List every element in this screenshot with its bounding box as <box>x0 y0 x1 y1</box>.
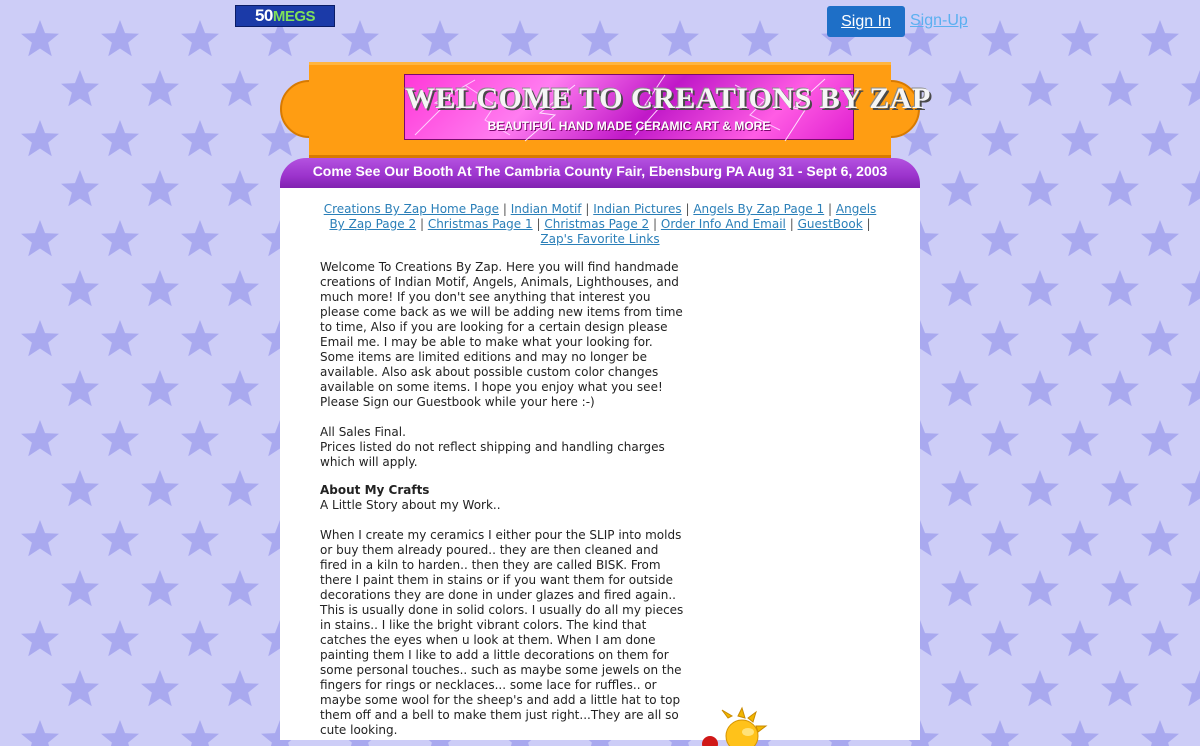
star-icon <box>101 420 139 456</box>
nav-link-indian-pictures[interactable]: Indian Pictures <box>593 202 682 216</box>
star-icon <box>1021 570 1059 606</box>
star-icon <box>1181 270 1200 306</box>
banner-subtitle: BEAUTIFUL HAND MADE CERAMIC ART & MORE <box>487 119 771 133</box>
star-icon <box>221 170 259 206</box>
star-icon <box>941 270 979 306</box>
star-icon <box>1061 620 1099 656</box>
star-icon <box>181 120 219 156</box>
star-icon <box>1101 670 1139 706</box>
star-icon <box>181 620 219 656</box>
star-icon <box>21 320 59 356</box>
star-icon <box>61 70 99 106</box>
star-icon <box>101 220 139 256</box>
star-icon <box>61 470 99 506</box>
star-icon <box>21 120 59 156</box>
star-icon <box>981 220 1019 256</box>
site-header <box>280 60 931 188</box>
star-icon <box>1101 170 1139 206</box>
star-icon <box>141 370 179 406</box>
star-icon <box>1061 320 1099 356</box>
star-icon <box>1101 570 1139 606</box>
star-icon <box>941 370 979 406</box>
star-icon <box>221 70 259 106</box>
star-icon <box>61 570 99 606</box>
story-paragraph: When I create my ceramics I either pour the SLIP into molds or buy them already poured.. they are then cleaned and fired in a kiln to harden.. then they are called BISK. From there I paint them in stains or if you want them for outside decorations they are done in under glazes and fired again.. This is usually done in solid colors. I usually do all my pieces in stains.. I like the bright vibrant colors. The kind that catches the eyes when u look at them. When I am done painting them I like to add a little decorations on them for some personal touches.. such as maybe some jewels on the fingers for rings or necklaces... some lace for ruffles.. or maybe some wool for the sheep's and add a little hat to top them off and a bell to make them just right...They are all so cute looking. <box>320 528 684 737</box>
nav-separator: | <box>866 217 871 231</box>
star-icon <box>61 270 99 306</box>
star-icon <box>1061 720 1099 746</box>
star-icon <box>21 520 59 556</box>
star-icon <box>1141 420 1179 456</box>
banner-title: WELCOME TO CREATIONS BY ZAP <box>405 82 931 115</box>
star-icon <box>141 270 179 306</box>
nav-link-christmas-1[interactable]: Christmas Page 1 <box>427 217 533 231</box>
welcome-paragraph: Welcome To Creations By Zap. Here you will find handmade creations of Indian Motif, Angels, Animals, Lighthouses, and much more! If you don't see anything that interest you please come back as we will be adding new items from time to time, Also if you are looking for a certain design please Email me. I may be able to make what your looking for. Some items are limited editions and may no longer be available. Also ask about possible custom color changes available on some items. I hope you enjoy what you see! Please Sign our Guestbook while your here :-) <box>320 260 683 409</box>
star-icon <box>981 520 1019 556</box>
star-icon <box>1061 220 1099 256</box>
star-icon <box>61 170 99 206</box>
star-icon <box>941 570 979 606</box>
main-content <box>280 188 920 740</box>
star-icon <box>221 570 259 606</box>
prices-note-text: Prices listed do not reflect shipping and handling charges which will apply. <box>320 440 665 469</box>
nav-separator: | <box>585 202 590 216</box>
star-icon <box>1181 670 1200 706</box>
star-icon <box>61 370 99 406</box>
star-icon <box>221 470 259 506</box>
nav-link-home[interactable]: Creations By Zap Home Page <box>323 202 499 216</box>
star-icon <box>1181 370 1200 406</box>
about-heading: About My Crafts <box>320 483 430 497</box>
star-icon <box>1181 70 1200 106</box>
star-icon <box>181 720 219 746</box>
star-icon <box>941 470 979 506</box>
announcement-bar: Come See Our Booth At The Cambria County Fair, Ebensburg PA Aug 31 - Sept 6, 2003 <box>280 158 920 188</box>
star-icon <box>1141 220 1179 256</box>
star-icon <box>1181 570 1200 606</box>
star-icon <box>1021 170 1059 206</box>
nav-link-angels-1[interactable]: Angels By Zap Page 1 <box>693 202 825 216</box>
nav-links <box>316 202 884 247</box>
nav-separator: | <box>828 202 833 216</box>
nav-separator: | <box>789 217 794 231</box>
star-icon <box>1101 270 1139 306</box>
star-icon <box>941 170 979 206</box>
star-icon <box>181 520 219 556</box>
host-bar <box>0 0 1200 50</box>
nav-link-angels-2[interactable]: Angels By Zap Page 2 <box>329 202 877 231</box>
about-subheading: A Little Story about my Work.. <box>320 498 501 512</box>
star-icon <box>1141 520 1179 556</box>
star-icon <box>981 320 1019 356</box>
nav-separator: | <box>653 217 658 231</box>
star-icon <box>221 670 259 706</box>
body-text <box>320 260 685 738</box>
star-icon <box>101 320 139 356</box>
star-icon <box>1021 670 1059 706</box>
nav-link-christmas-2[interactable]: Christmas Page 2 <box>544 217 650 231</box>
star-icon <box>141 70 179 106</box>
star-icon <box>181 220 219 256</box>
star-icon <box>141 470 179 506</box>
star-icon <box>101 520 139 556</box>
star-icon <box>1021 70 1059 106</box>
star-icon <box>221 270 259 306</box>
star-icon <box>141 670 179 706</box>
star-icon <box>61 670 99 706</box>
star-icon <box>1181 470 1200 506</box>
star-icon <box>941 70 979 106</box>
star-icon <box>21 420 59 456</box>
star-icon <box>1101 70 1139 106</box>
star-icon <box>141 570 179 606</box>
star-icon <box>1181 170 1200 206</box>
star-icon <box>101 120 139 156</box>
sign-up-link[interactable]: Sign-Up <box>910 12 968 29</box>
star-icon <box>1141 720 1179 746</box>
star-icon <box>1141 320 1179 356</box>
nav-separator: | <box>685 202 690 216</box>
header-orange-panel <box>309 62 931 158</box>
star-icon <box>101 720 139 746</box>
sales-final-text: All Sales Final. <box>320 425 406 439</box>
nav-link-order-info[interactable]: Order Info And Email <box>660 217 786 231</box>
sun-icon <box>698 706 778 746</box>
nav-link-guestbook[interactable]: GuestBook <box>797 217 863 231</box>
star-icon <box>1141 120 1179 156</box>
star-icon <box>981 720 1019 746</box>
star-icon <box>181 320 219 356</box>
star-icon <box>1101 470 1139 506</box>
nav-link-favorites[interactable]: Zap's Favorite Links <box>540 232 660 246</box>
star-icon <box>181 420 219 456</box>
star-icon <box>141 170 179 206</box>
star-icon <box>981 420 1019 456</box>
star-icon <box>21 720 59 746</box>
star-icon <box>1021 470 1059 506</box>
star-icon <box>1141 620 1179 656</box>
star-icon <box>1021 370 1059 406</box>
star-icon <box>1061 420 1099 456</box>
star-icon <box>1061 520 1099 556</box>
nav-link-indian-motif[interactable]: Indian Motif <box>510 202 582 216</box>
nav-separator: | <box>419 217 424 231</box>
star-icon <box>1021 270 1059 306</box>
host-logo[interactable] <box>235 5 335 27</box>
star-icon <box>1101 370 1139 406</box>
nav-separator: | <box>536 217 541 231</box>
star-icon <box>221 370 259 406</box>
host-logo-number: 50 <box>254 6 273 25</box>
star-icon <box>981 120 1019 156</box>
star-icon <box>941 670 979 706</box>
host-logo-word: MEGS <box>272 7 316 25</box>
welcome-banner <box>404 74 931 140</box>
star-icon <box>101 620 139 656</box>
nav-separator: | <box>502 202 507 216</box>
star-icon <box>21 620 59 656</box>
star-icon <box>1061 120 1099 156</box>
star-icon <box>21 220 59 256</box>
sign-in-button[interactable]: Sign In <box>827 6 905 37</box>
star-icon <box>981 620 1019 656</box>
